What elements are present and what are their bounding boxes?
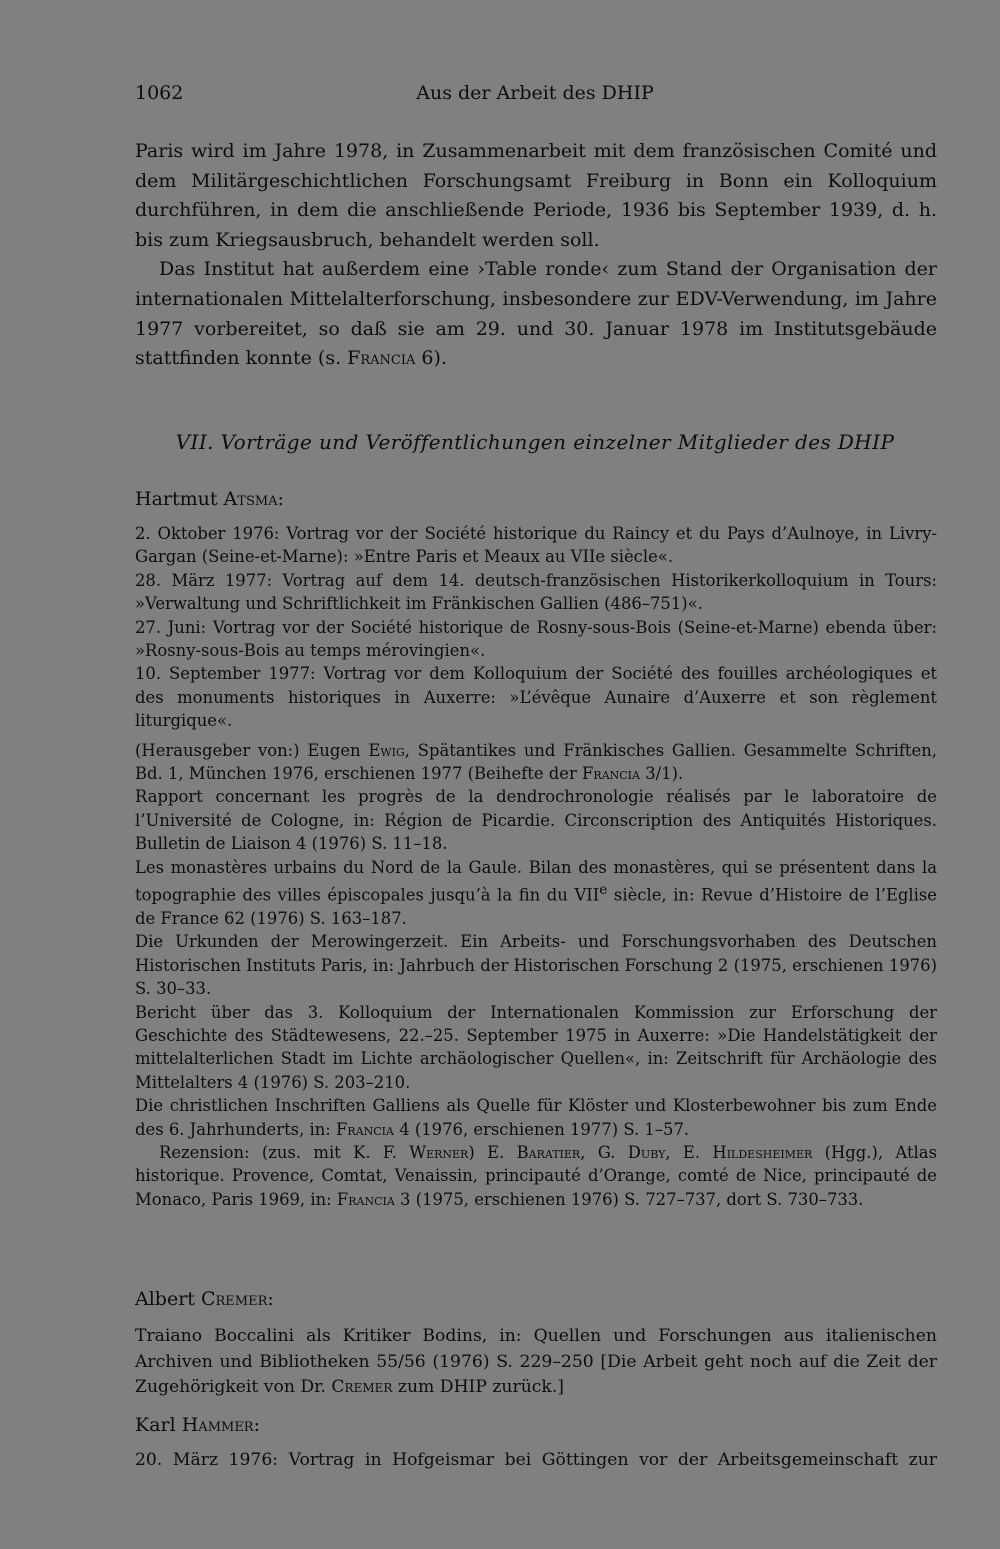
atsma-section [135,488,937,1211]
page-number: 1062 [135,82,184,104]
author-first-name: Hartmut [135,488,224,510]
publication-entry: Rapport concernant les progrès de la dendrochronologie réalisés par le laboratoire de l’Université de Cologne, in: Région de Picardie. Circonscription des Antiquités Historiques. Bulletin de Liaison 4 (1976) S. 11–18. [135,787,937,854]
review-text: ) E. [468,1143,517,1163]
author-small-caps: Hildesheimer [712,1143,813,1163]
author-small-caps: Ewig [368,740,405,760]
publication-text: 3/1). [639,764,684,784]
author-last-name: Hammer [181,1414,254,1436]
author-small-caps: Werner [409,1143,469,1163]
author-small-caps: Cremer [331,1377,393,1397]
review-text: 3 (1975, erschienen 1976) S. 727–737, dort S. 730–733. [394,1189,864,1209]
author-last-name: Atsma [223,488,278,510]
talk-entry: 27. Juni: Vortrag vor der Société historique de Rosny-sous-Bois (Seine-et-Marne) ebenda über: »Rosny-sous-Bois au temps mérovingien«. [135,617,937,661]
francia-ref: Francia [336,1189,395,1209]
intro-paragraph-2-end: 6). [415,347,447,370]
intro-paragraph-2-text: Das Institut hat außerdem eine ›Table ronde‹ zum Stand der Organisation der internationalen Mittelalterforschung, insbesondere zur EDV-Verwendung, im Jahre 1977 vorbereitet, so daß sie am 29. und 30. Januar 1978 im Institutsgebäude stattfinden konnte (s. [135,258,937,370]
intro-paragraph-1: Paris wird im Jahre 1978, in Zusammenarbeit mit dem französischen Comité und dem Militärgeschichtlichen Forschungsamt Freiburg in Bonn ein Kolloquium durchführen, in dem die anschließende Periode, 1936 bis September 1939, d. h. bis zum Kriegsausbruch, behandelt werden soll. [135,140,937,251]
atsma-publications [135,739,937,1212]
author-last-name: Cremer [200,1288,268,1310]
author-colon: : [253,1414,260,1436]
cremer-publication [135,1324,937,1401]
publication-entry: Bericht über das 3. Kolloquium der Internationalen Kommission zur Erforschung der Geschichte des Städtewesens, 22.–25. September 1975 in Auxerre: »Die Handelstätigkeit der mittelalterlichen Stadt im Lichte archäologischer Quellen«, in: Zeitschrift für Archäologie des Mittelalters 4 (1976) S. 203–210. [135,1002,937,1092]
intro-section [135,137,937,374]
atsma-talks [135,522,937,733]
cremer-section [135,1288,937,1401]
publication-text: (Herausgeber von:) Eugen [135,740,369,760]
publication-text: siècle, in: Revue d’Histoire de l’Eglise de France 62 (1976) S. 163–187. [135,885,937,928]
publication-entry [135,1094,937,1141]
review-entry [135,1141,937,1211]
publication-entry [135,739,937,786]
author-name-atsma [135,488,937,510]
publication-text: , Spätantikes und Fränkisches Gallien. Gesammelte Schriften, Bd. 1, München 1976, erschienen 1977 (Beihefte der [135,740,937,784]
review-text: , E. [665,1143,713,1163]
francia-ref: Francia [347,347,416,370]
author-first-name: Karl [135,1414,182,1436]
publication-text: Die christlichen Inschriften Galliens als Quelle für Klöster und Klosterbewohner bis zum Ende des 6. Jahrhunderts, in: [135,1096,937,1139]
author-colon: : [267,1288,274,1310]
francia-ref: Francia [336,1119,394,1139]
intro-paragraph-2 [135,255,937,373]
review-text: , G. [580,1143,628,1163]
publication-entry: Die Urkunden der Merowingerzeit. Ein Arbeits- und Forschungsvorhaben des Deutschen Historischen Instituts Paris, in: Jahrbuch der Historischen Forschung 2 (1975, erschienen 1976) S. 30–33. [135,932,937,999]
publication-text: zum DHIP zurück.] [392,1377,564,1397]
author-name-cremer [135,1288,937,1310]
talk-entry: 10. September 1977: Vortrag vor dem Kolloquium der Société des fouilles archéologiques et des monuments historiques in Auxerre: »L’évêque Aunaire d’Auxerre et son règlement liturgique«. [135,664,937,731]
francia-ref: Francia [582,764,640,784]
hammer-talk: 20. März 1976: Vortrag in Hofgeismar bei Göttingen vor der Arbeitsgemeinschaft zur [135,1450,937,1470]
author-small-caps: Baratier [516,1143,581,1163]
author-name-hammer [135,1414,937,1436]
section-heading: VII. Vorträge und Veröffentlichungen einzelner Mitglieder des DHIP [175,430,895,454]
author-small-caps: Duby [627,1143,666,1163]
publication-entry [135,856,937,931]
review-text: Rezension: (zus. mit K. F. [159,1143,410,1163]
author-colon: : [277,488,284,510]
publication-text: Traiano Boccalini als Kritiker Bodins, in: Quellen und Forschungen aus italienischen Archiven und Bibliotheken 55/56 (1976) S. 229–250 [Die Arbeit geht noch auf die Zeit der Zugehörigkeit von Dr. [135,1326,937,1397]
hammer-section [135,1414,937,1474]
running-title: Aus der Arbeit des DHIP [416,82,654,104]
talk-entry: 28. März 1977: Vortrag auf dem 14. deutsch-französischen Historikerkolloquium in Tours: »Verwaltung und Schriftlichkeit im Fränkischen Gallien (486–751)«. [135,570,937,614]
talk-entry: 2. Oktober 1976: Vortrag vor der Société historique du Raincy et du Pays d’Aulnoye, in Livry-Gargan (Seine-et-Marne): »Entre Paris et Meaux au VIIe siècle«. [135,524,937,567]
author-first-name: Albert [135,1288,201,1310]
publication-text: Les monastères urbains du Nord de la Gaule. Bilan des monastères, qui se présentent dans la topographie des villes épiscopales jusqu’à la fin du VII [135,857,937,905]
review-text: (Hgg.), Atlas historique. Provence, Comtat, Venaissin, principauté d’Orange, comté de Nice, principauté de Monaco, Paris 1969, in: [135,1143,937,1209]
publication-text: 4 (1976, erschienen 1977) S. 1–57. [393,1119,690,1139]
superscript: e [599,882,608,899]
